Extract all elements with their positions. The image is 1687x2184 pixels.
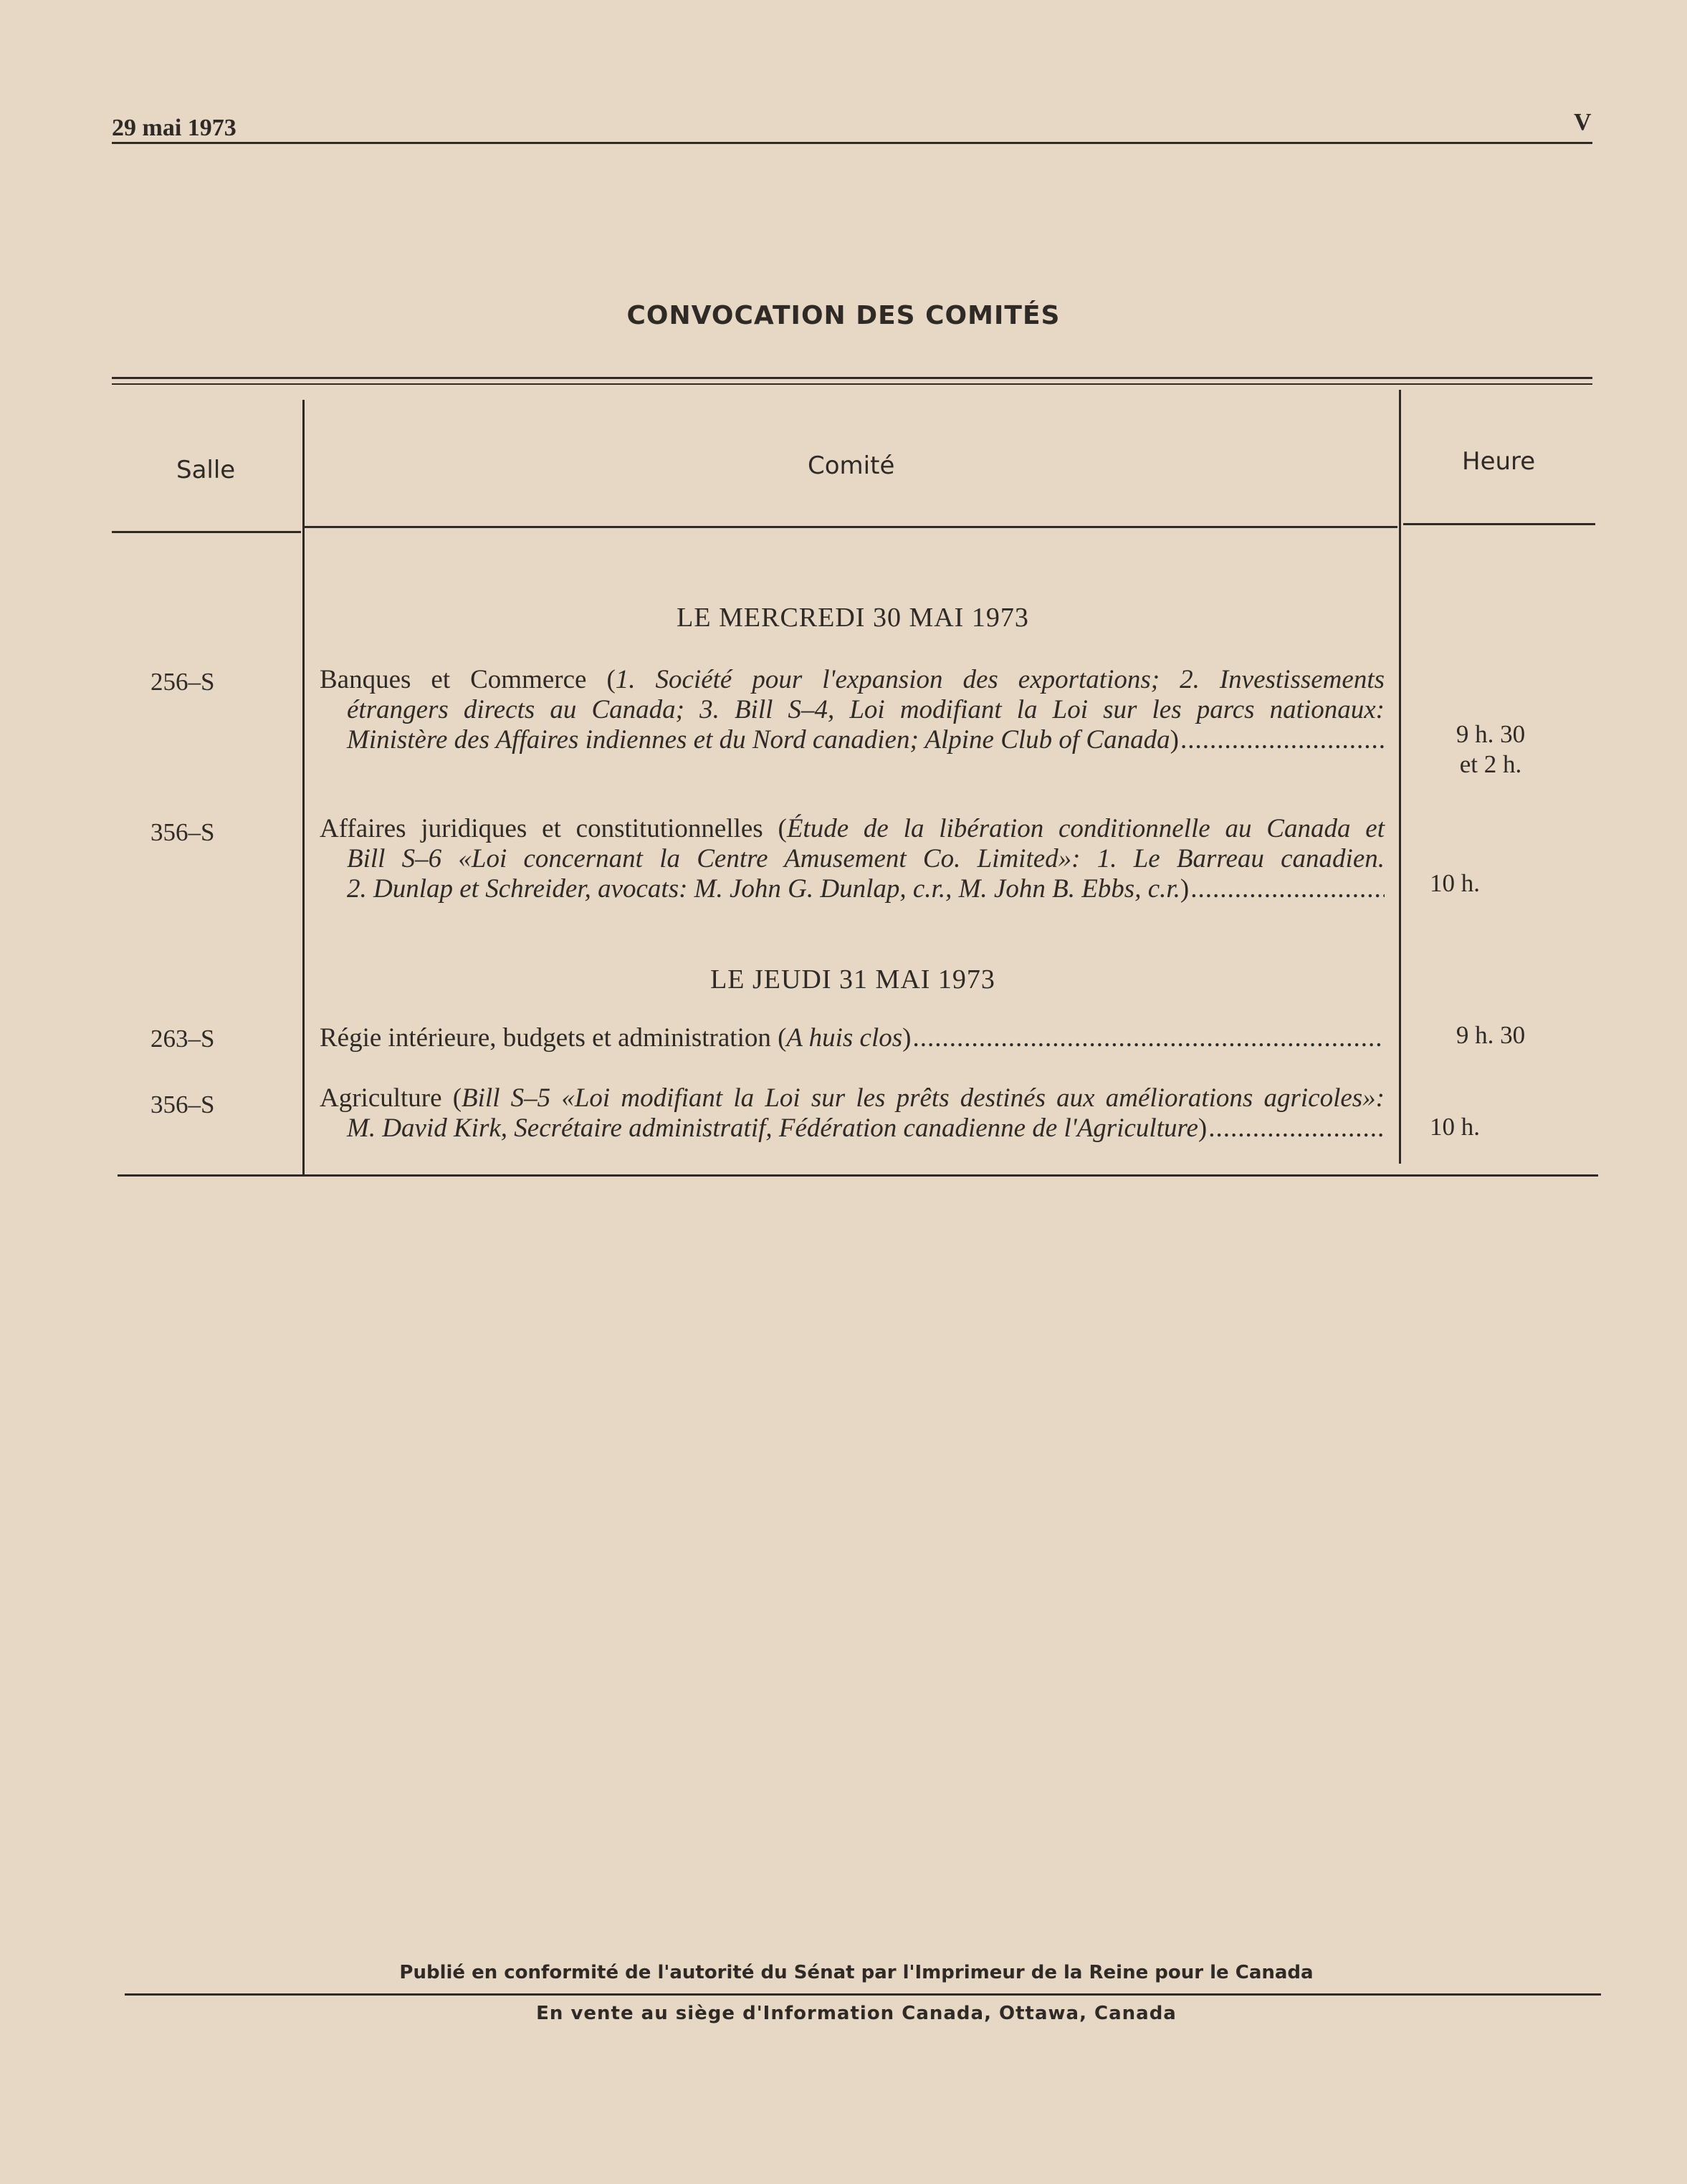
committee-agenda: A huis clos [786, 1023, 903, 1053]
entry-line [320, 695, 1385, 725]
committee-agenda: Bill S–6 «Loi concernant la Centre Amusement Co. Limited»: 1. Le Barreau canadien. [347, 844, 1385, 873]
meeting-time [1376, 1112, 1534, 1142]
committee-name: Régie intérieure, budgets et administration ( [320, 1023, 787, 1053]
time-value: 9 h. 30 [1456, 1021, 1526, 1049]
sales-notice: En vente au siège d'Information Canada, Ottawa, Canada [536, 2003, 1177, 2024]
committee-entry [320, 1083, 1385, 1144]
header-rule-room [112, 531, 301, 533]
room-number: 356–S [150, 1091, 215, 1119]
entry-line [320, 844, 1385, 874]
leader-dots [1180, 725, 1385, 755]
committee-agenda: 1. Société pour l'expansion des exportations; 2. Investissements [615, 665, 1385, 694]
header-rule [112, 142, 1592, 144]
room-number: 256–S [150, 668, 215, 696]
room-number: 263–S [150, 1025, 215, 1053]
room-number: 356–S [150, 818, 215, 846]
committee-agenda: Étude de la libération conditionnelle au Canada et [786, 814, 1385, 843]
meeting-time [1405, 719, 1577, 780]
leader-dots [912, 1023, 1385, 1053]
column-header-committee: Comité [808, 451, 895, 480]
meeting-time [1405, 1020, 1577, 1050]
time-value: 10 h. [1430, 869, 1480, 897]
table-bottom-rule [118, 1174, 1598, 1177]
leader-dots [1208, 1113, 1385, 1144]
column-divider-right [1399, 390, 1401, 1164]
committee-name: Banques et Commerce ( [320, 665, 616, 694]
closing-paren: ) [1180, 874, 1190, 904]
column-header-time: Heure [1462, 447, 1536, 476]
entry-line [320, 814, 1385, 844]
entry-line [320, 1113, 1385, 1144]
day-heading: LE MERCREDI 30 MAI 1973 [677, 603, 1029, 633]
page-title: CONVOCATION DES COMITÉS [626, 301, 1061, 330]
table-top-rule-second [112, 383, 1592, 385]
table-top-rule [112, 377, 1592, 379]
meeting-time [1376, 868, 1534, 899]
closing-paren: ) [1170, 725, 1179, 755]
footer-rule [125, 1993, 1601, 1996]
entry-line [320, 1083, 1385, 1113]
committee-entry [320, 814, 1385, 904]
publication-notice: Publié en conformité de l'autorité du Sénat par l'Imprimeur de la Reine pour le Canada [399, 1962, 1314, 1983]
entry-line [320, 665, 1385, 695]
column-divider-left [302, 400, 305, 1175]
time-value: 9 h. 30 [1456, 720, 1526, 748]
running-date: 29 mai 1973 [112, 115, 236, 141]
page-number: V [1574, 109, 1592, 135]
committee-entry [320, 665, 1385, 755]
header-rule-committee [305, 526, 1397, 528]
committee-agenda: Ministère des Affaires indiennes et du Nord canadien; Alpine Club of Canada [347, 725, 1170, 755]
header-rule-time [1403, 523, 1595, 525]
closing-paren: ) [1198, 1113, 1208, 1143]
entry-line [320, 725, 1385, 755]
entry-line [320, 1023, 1385, 1053]
leader-dots [1190, 874, 1385, 904]
closing-paren: ) [902, 1023, 912, 1053]
time-value: et 2 h. [1459, 750, 1522, 778]
time-value: 10 h. [1430, 1113, 1480, 1141]
committee-agenda: Bill S–5 «Loi modifiant la Loi sur les prêts destinés aux améliorations agricoles»: [462, 1083, 1385, 1113]
committee-entry [320, 1023, 1385, 1053]
committee-name: Affaires juridiques et constitutionnelles ( [320, 814, 787, 843]
day-heading: LE JEUDI 31 MAI 1973 [710, 964, 995, 995]
entry-line [320, 874, 1385, 904]
column-header-room: Salle [176, 456, 236, 484]
committee-agenda: étrangers directs au Canada; 3. Bill S–4, Loi modifiant la Loi sur les parcs nationaux: [347, 695, 1385, 724]
committee-agenda: 2. Dunlap et Schreider, avocats: M. John G. Dunlap, c.r., M. John B. Ebbs, c.r. [347, 874, 1180, 904]
committee-name: Agriculture ( [320, 1083, 462, 1113]
committee-agenda: M. David Kirk, Secrétaire administratif, Fédération canadienne de l'Agriculture [347, 1113, 1198, 1143]
